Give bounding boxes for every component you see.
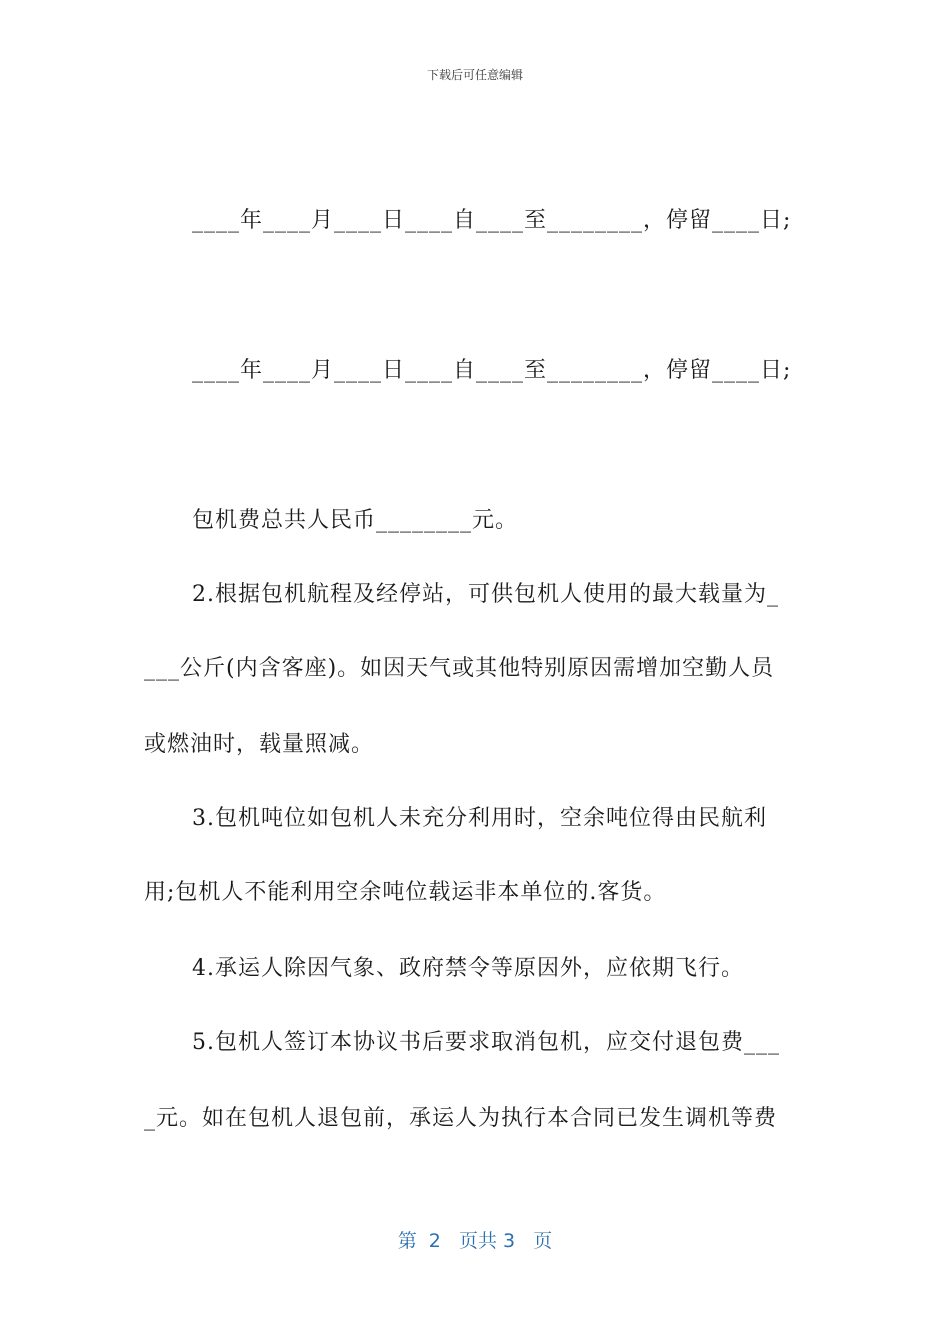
clause-5-line-2: _元。如在包机人退包前，承运人为执行本合同已发生调机等费 bbox=[144, 1106, 778, 1131]
clause-3-line-2: 用;包机人不能利用空余吨位载运非本单位的.客货。 bbox=[144, 880, 667, 905]
clause-2-line-3: 或燃油时，载量照减。 bbox=[144, 732, 375, 757]
schedule-line-2: ____年____月____日____自____至________，停留____日; bbox=[192, 358, 792, 383]
clause-4-line: 4.承运人除因气象、政府禁令等原因外，应依期飞行。 bbox=[192, 956, 744, 981]
schedule-line-1: ____年____月____日____自____至________，停留____日; bbox=[192, 208, 792, 233]
clause-3-line-1: 3.包机吨位如包机人未充分利用时，空余吨位得由民航利 bbox=[192, 806, 767, 831]
page-header: 下载后可任意编辑 bbox=[426, 68, 523, 82]
clause-5-line-1: 5.包机人签订本协议书后要求取消包机，应交付退包费___ bbox=[192, 1030, 780, 1055]
page-number: 第 2 页共 3 页 bbox=[397, 1230, 553, 1252]
clause-2-line-2: ___公斤(内含客座)。如因天气或其他特别原因需增加空勤人员 bbox=[144, 656, 775, 681]
charter-fee-line: 包机费总共人民币________元。 bbox=[192, 508, 519, 533]
clause-2-line-1: 2.根据包机航程及经停站，可供包机人使用的最大载量为_ bbox=[192, 582, 779, 607]
